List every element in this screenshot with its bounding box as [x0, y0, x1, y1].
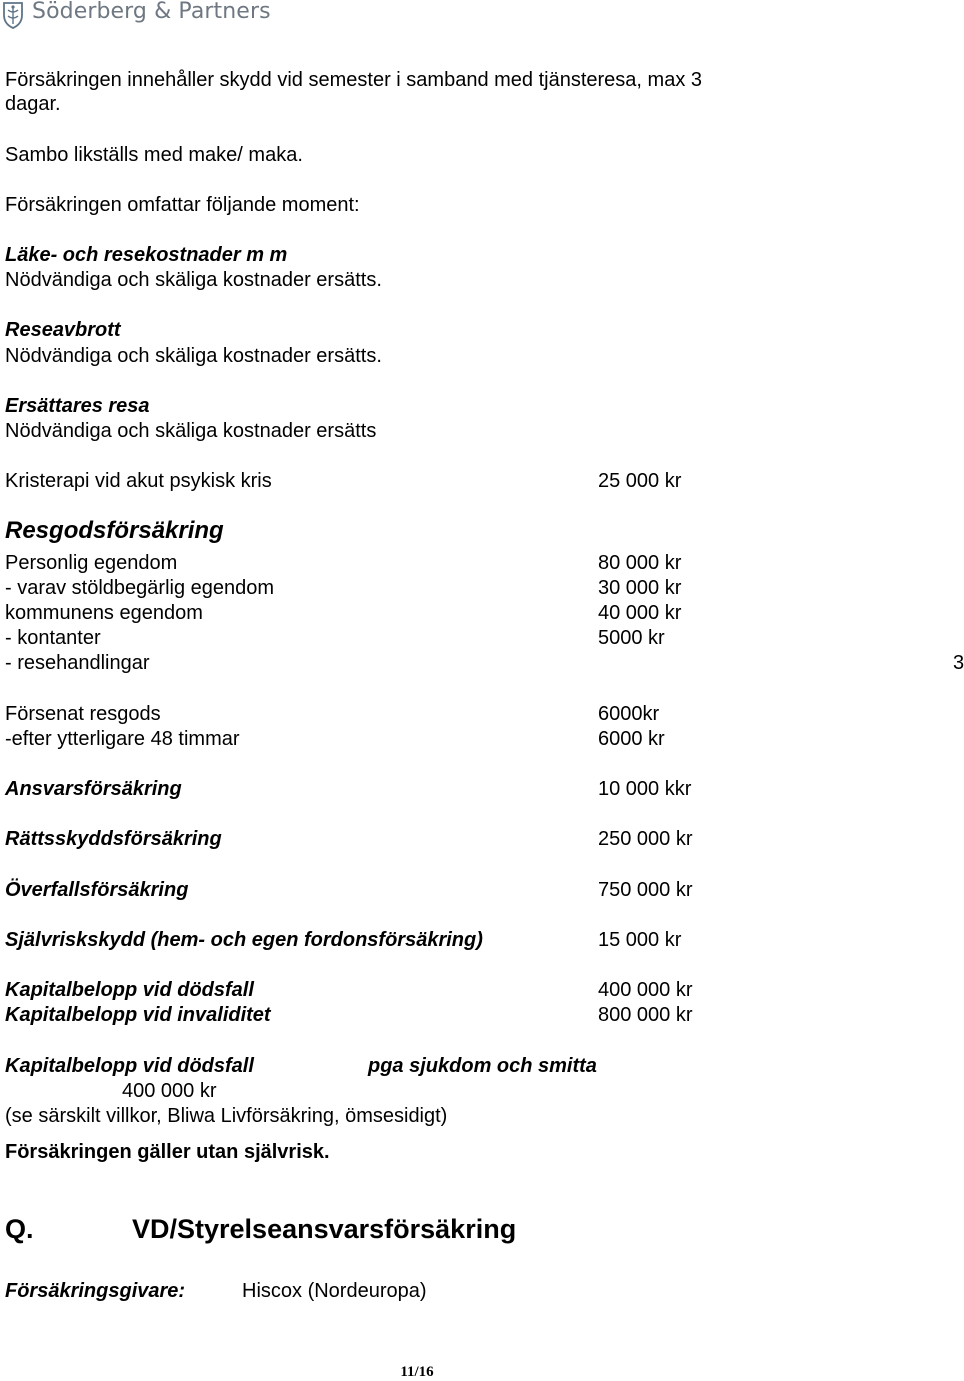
- intro-line: dagar.: [5, 93, 61, 115]
- company-logo: [0, 0, 280, 30]
- illness-amount: 400 000 kr: [122, 1080, 217, 1102]
- cover-label: Kapitalbelopp vid dödsfall: [5, 979, 254, 1001]
- resgods-row-label: Personlig egendom: [5, 552, 178, 574]
- resgods-row-label: - varav stöldbegärlig egendom: [5, 577, 275, 599]
- moment-title: Läke- och resekostnader m m: [5, 244, 288, 266]
- delay-row-amount: 6000 kr: [598, 728, 665, 750]
- resgods-row-amount: 40 000 kr: [598, 602, 682, 624]
- cover-label: Ansvarsförsäkring: [5, 778, 182, 800]
- moment-title: Reseavbrott: [5, 319, 121, 341]
- resgods-row-label: - resehandlingar: [5, 652, 150, 674]
- resgods-row-label: kommunens egendom: [5, 602, 203, 624]
- cover-amount: 250 000 kr: [598, 828, 693, 850]
- cover-amount: 10 000 kkr: [598, 778, 692, 800]
- moment-title: Ersättares resa: [5, 395, 150, 417]
- moment-text: Nödvändiga och skäliga kostnader ersätts.: [5, 269, 382, 291]
- insurer-label: Försäkringsgivare:: [5, 1280, 186, 1302]
- cover-amount: 800 000 kr: [598, 1004, 693, 1026]
- illness-label: Kapitalbelopp vid dödsfall: [5, 1055, 254, 1077]
- cover-label: Självriskskydd (hem- och egen fordonsförsäkring): [5, 929, 483, 951]
- intro-line: Försäkringen innehåller skydd vid semester i samband med tjänsteresa, max 3: [5, 69, 702, 91]
- page-number: 11/16: [400, 1364, 434, 1380]
- cover-label: Rättsskyddsförsäkring: [5, 828, 222, 850]
- cover-amount: 15 000 kr: [598, 929, 682, 951]
- no-deductible-text: Försäkringen gäller utan självrisk.: [5, 1141, 330, 1163]
- logo-text: Söderberg & Partners: [32, 0, 271, 24]
- cover-amount: 400 000 kr: [598, 979, 693, 1001]
- delay-row-label: -efter ytterligare 48 timmar: [5, 728, 240, 750]
- resgods-row-amount: 80 000 kr: [598, 552, 682, 574]
- insurer-name: Hiscox (Nordeuropa): [242, 1280, 427, 1302]
- moment-intro: Försäkringen omfattar följande moment:: [5, 194, 360, 216]
- sambo-text: Sambo likställs med make/ maka.: [5, 144, 303, 166]
- resgods-row-amount: 30 000 kr: [598, 577, 682, 599]
- illness-note: (se särskilt villkor, Bliwa Livförsäkring, ömsesidigt): [5, 1105, 448, 1127]
- resgods-title: Resgodsförsäkring: [5, 517, 224, 544]
- cover-amount: 750 000 kr: [598, 879, 693, 901]
- moment-text: Nödvändiga och skäliga kostnader ersätts.: [5, 345, 382, 367]
- section-title: VD/Styrelseansvarsförsäkring: [132, 1214, 517, 1244]
- illness-label-suffix: pga sjukdom och smitta: [368, 1055, 597, 1077]
- kristerapi-amount: 25 000 kr: [598, 470, 682, 492]
- kristerapi-label: Kristerapi vid akut psykisk kris: [5, 470, 272, 492]
- delay-row-amount: 6000kr: [598, 703, 660, 725]
- cover-label: Överfallsförsäkring: [5, 879, 189, 901]
- crest-icon: [2, 1, 24, 29]
- cover-label: Kapitalbelopp vid invaliditet: [5, 1004, 271, 1026]
- resgods-row-amount: 5000 kr: [598, 627, 665, 649]
- moment-text: Nödvändiga och skäliga kostnader ersätts: [5, 420, 377, 442]
- resgods-row-label: - kontanter: [5, 627, 101, 649]
- section-letter: Q.: [5, 1214, 34, 1244]
- resgods-row-amount-cut-off: 3: [953, 652, 964, 674]
- delay-row-label: Försenat resgods: [5, 703, 161, 725]
